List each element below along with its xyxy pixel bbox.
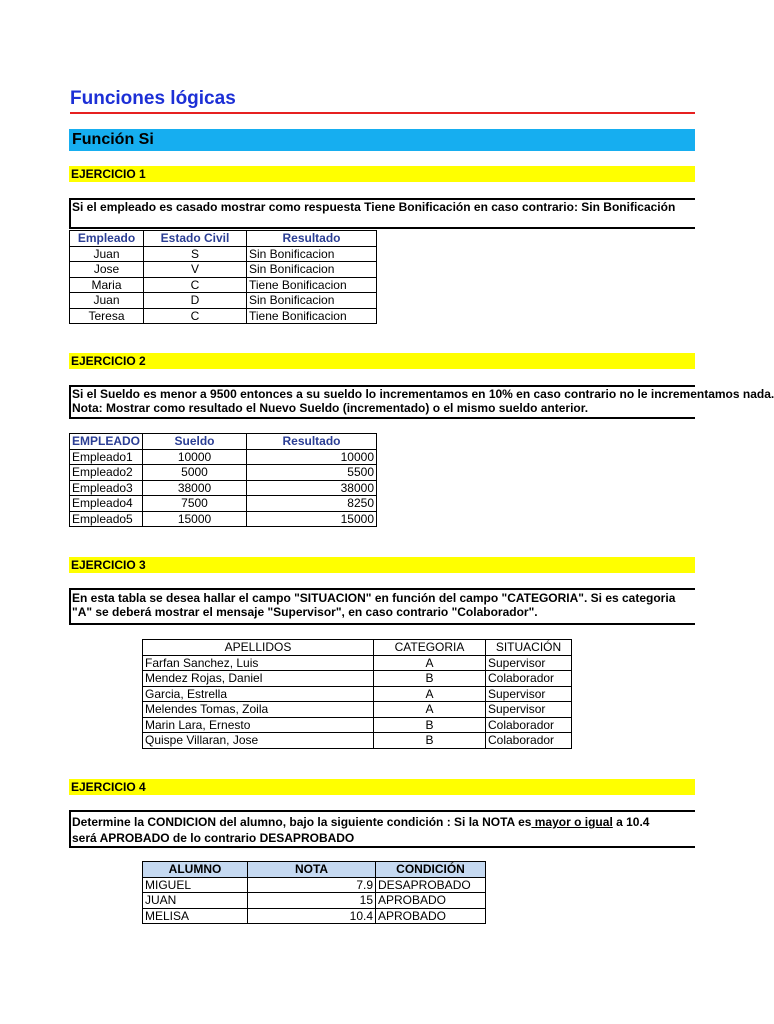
table-cell[interactable]: 10000 xyxy=(143,449,247,465)
table-cell[interactable]: Empleado1 xyxy=(70,449,143,465)
table-cell[interactable]: Melendes Tomas, Zoila xyxy=(143,702,374,718)
table-cell[interactable]: S xyxy=(144,246,247,262)
exercise-2-description-line1: Si el Sueldo es menor a 9500 entonces a su sueldo lo incrementamos en 10% en caso contrario no le incrementamos nada. xyxy=(72,387,774,401)
column-header: Resultado xyxy=(247,434,377,450)
table-cell[interactable]: Jose xyxy=(70,262,144,278)
table-cell[interactable]: Colaborador xyxy=(486,717,572,733)
table-cell[interactable]: Supervisor xyxy=(486,655,572,671)
table-cell[interactable]: 5000 xyxy=(143,465,247,481)
table-cell[interactable]: Empleado2 xyxy=(70,465,143,481)
table-cell[interactable]: Maria xyxy=(70,277,144,293)
table-cell[interactable]: Empleado4 xyxy=(70,496,143,512)
table-cell[interactable]: 7500 xyxy=(143,496,247,512)
table-cell[interactable]: Juan xyxy=(70,246,144,262)
table-cell[interactable]: Colaborador xyxy=(486,733,572,749)
table-cell[interactable]: A xyxy=(374,702,486,718)
table-cell[interactable]: 38000 xyxy=(143,480,247,496)
column-header: Resultado xyxy=(247,231,377,247)
column-header: CONDICIÓN xyxy=(376,862,486,878)
table-cell[interactable]: Supervisor xyxy=(486,686,572,702)
table-row xyxy=(70,246,377,262)
exercise-3-description: En esta tabla se desea hallar el campo "SITUACION" en función del campo "CATEGORIA". Si es categoria "A" se deberá mostrar el mensaje "Supervisor", en caso contrario "Colaborador". xyxy=(69,588,695,625)
column-header: ALUMNO xyxy=(143,862,248,878)
column-header: Empleado xyxy=(70,231,144,247)
table-cell[interactable]: 7.9 xyxy=(248,877,376,893)
table-cell[interactable]: A xyxy=(374,655,486,671)
table-cell[interactable]: B xyxy=(374,717,486,733)
table-cell[interactable]: Tiene Bonificacion xyxy=(247,277,377,293)
column-header: EMPLEADO xyxy=(70,434,143,450)
table-cell[interactable]: D xyxy=(144,293,247,309)
table-cell[interactable]: 8250 xyxy=(247,496,377,512)
table-cell[interactable]: V xyxy=(144,262,247,278)
section-header: Función Si xyxy=(69,129,695,151)
table-cell[interactable]: Mendez Rojas, Daniel xyxy=(143,671,374,687)
exercise-4-description-line2: será APROBADO de lo contrario DESAPROBADO xyxy=(72,831,355,845)
table-cell[interactable]: 38000 xyxy=(247,480,377,496)
exercise-1-description: Si el empleado es casado mostrar como respuesta Tiene Bonificación en caso contrario: Sin Bonificación xyxy=(69,198,695,229)
table-cell[interactable]: Empleado3 xyxy=(70,480,143,496)
exercise-4-description-line1 xyxy=(72,814,695,830)
column-header: CATEGORIA xyxy=(374,640,486,656)
table-cell[interactable]: Sin Bonificacion xyxy=(247,262,377,278)
table-cell[interactable]: 15000 xyxy=(247,511,377,527)
table-row xyxy=(143,655,572,671)
exercise-2-description xyxy=(69,385,774,419)
column-header: Estado Civil xyxy=(144,231,247,247)
table-cell[interactable]: Garcia, Estrella xyxy=(143,686,374,702)
table-cell[interactable]: C xyxy=(144,308,247,324)
table-cell[interactable]: Sin Bonificacion xyxy=(247,246,377,262)
table-cell[interactable]: 5500 xyxy=(247,465,377,481)
table-row xyxy=(143,702,572,718)
table-cell[interactable]: APROBADO xyxy=(376,893,486,909)
table-cell[interactable]: Empleado5 xyxy=(70,511,143,527)
description-underlined-text: mayor o igual xyxy=(531,815,613,829)
page-title: Funciones lógicas xyxy=(70,88,236,109)
table-cell[interactable]: Supervisor xyxy=(486,702,572,718)
table-row xyxy=(143,717,572,733)
exercise-1-label: EJERCICIO 1 xyxy=(69,166,695,182)
table-row xyxy=(143,893,486,909)
table-cell[interactable]: Farfan Sanchez, Luis xyxy=(143,655,374,671)
table-cell[interactable]: Quispe Villaran, Jose xyxy=(143,733,374,749)
exercise-4-label: EJERCICIO 4 xyxy=(69,779,695,795)
table-header-row xyxy=(143,862,486,878)
table-row xyxy=(143,686,572,702)
table-row xyxy=(70,262,377,278)
column-header: SITUACIÓN xyxy=(486,640,572,656)
table-cell[interactable]: A xyxy=(374,686,486,702)
table-row xyxy=(143,877,486,893)
table-row xyxy=(70,511,377,527)
table-cell[interactable]: 10.4 xyxy=(248,908,376,924)
table-row xyxy=(70,277,377,293)
table-row xyxy=(70,293,377,309)
exercise-2-table xyxy=(69,433,377,527)
table-row xyxy=(143,671,572,687)
exercise-3-table xyxy=(142,639,572,749)
table-cell[interactable]: B xyxy=(374,733,486,749)
exercise-2-label: EJERCICIO 2 xyxy=(69,353,695,369)
table-row xyxy=(70,449,377,465)
exercise-1-table xyxy=(69,230,377,324)
table-cell[interactable]: Teresa xyxy=(70,308,144,324)
column-header: APELLIDOS xyxy=(143,640,374,656)
table-cell[interactable]: MIGUEL xyxy=(143,877,248,893)
table-row xyxy=(70,308,377,324)
table-header-row xyxy=(70,434,377,450)
table-row xyxy=(143,733,572,749)
description-text: a 10.4 xyxy=(612,815,650,829)
table-cell[interactable]: B xyxy=(374,671,486,687)
column-header: Sueldo xyxy=(143,434,247,450)
table-row xyxy=(70,496,377,512)
table-cell[interactable]: 10000 xyxy=(247,449,377,465)
table-cell[interactable]: JUAN xyxy=(143,893,248,909)
table-cell[interactable]: Juan xyxy=(70,293,144,309)
table-cell[interactable]: Tiene Bonificacion xyxy=(247,308,377,324)
table-cell[interactable]: APROBADO xyxy=(376,908,486,924)
table-row xyxy=(70,465,377,481)
exercise-4-description xyxy=(69,810,695,848)
exercise-4-table xyxy=(142,861,486,924)
table-cell[interactable]: 15 xyxy=(248,893,376,909)
title-underline xyxy=(70,112,695,114)
table-cell[interactable]: Sin Bonificacion xyxy=(247,293,377,309)
table-header-row xyxy=(70,231,377,247)
table-cell[interactable]: 15000 xyxy=(143,511,247,527)
exercise-2-description-line2: Nota: Mostrar como resultado el Nuevo Sueldo (incrementado) o el mismo sueldo anterior. xyxy=(72,401,589,415)
table-cell[interactable]: DESAPROBADO xyxy=(376,877,486,893)
table-row xyxy=(70,480,377,496)
table-header-row xyxy=(143,640,572,656)
table-row xyxy=(143,908,486,924)
table-cell[interactable]: MELISA xyxy=(143,908,248,924)
table-cell[interactable]: C xyxy=(144,277,247,293)
exercise-3-label: EJERCICIO 3 xyxy=(69,557,695,573)
column-header: NOTA xyxy=(248,862,376,878)
description-text: Determine la CONDICION del alumno, bajo la siguiente condición : Si la NOTA es xyxy=(72,815,532,829)
table-cell[interactable]: Colaborador xyxy=(486,671,572,687)
table-cell[interactable]: Marin Lara, Ernesto xyxy=(143,717,374,733)
